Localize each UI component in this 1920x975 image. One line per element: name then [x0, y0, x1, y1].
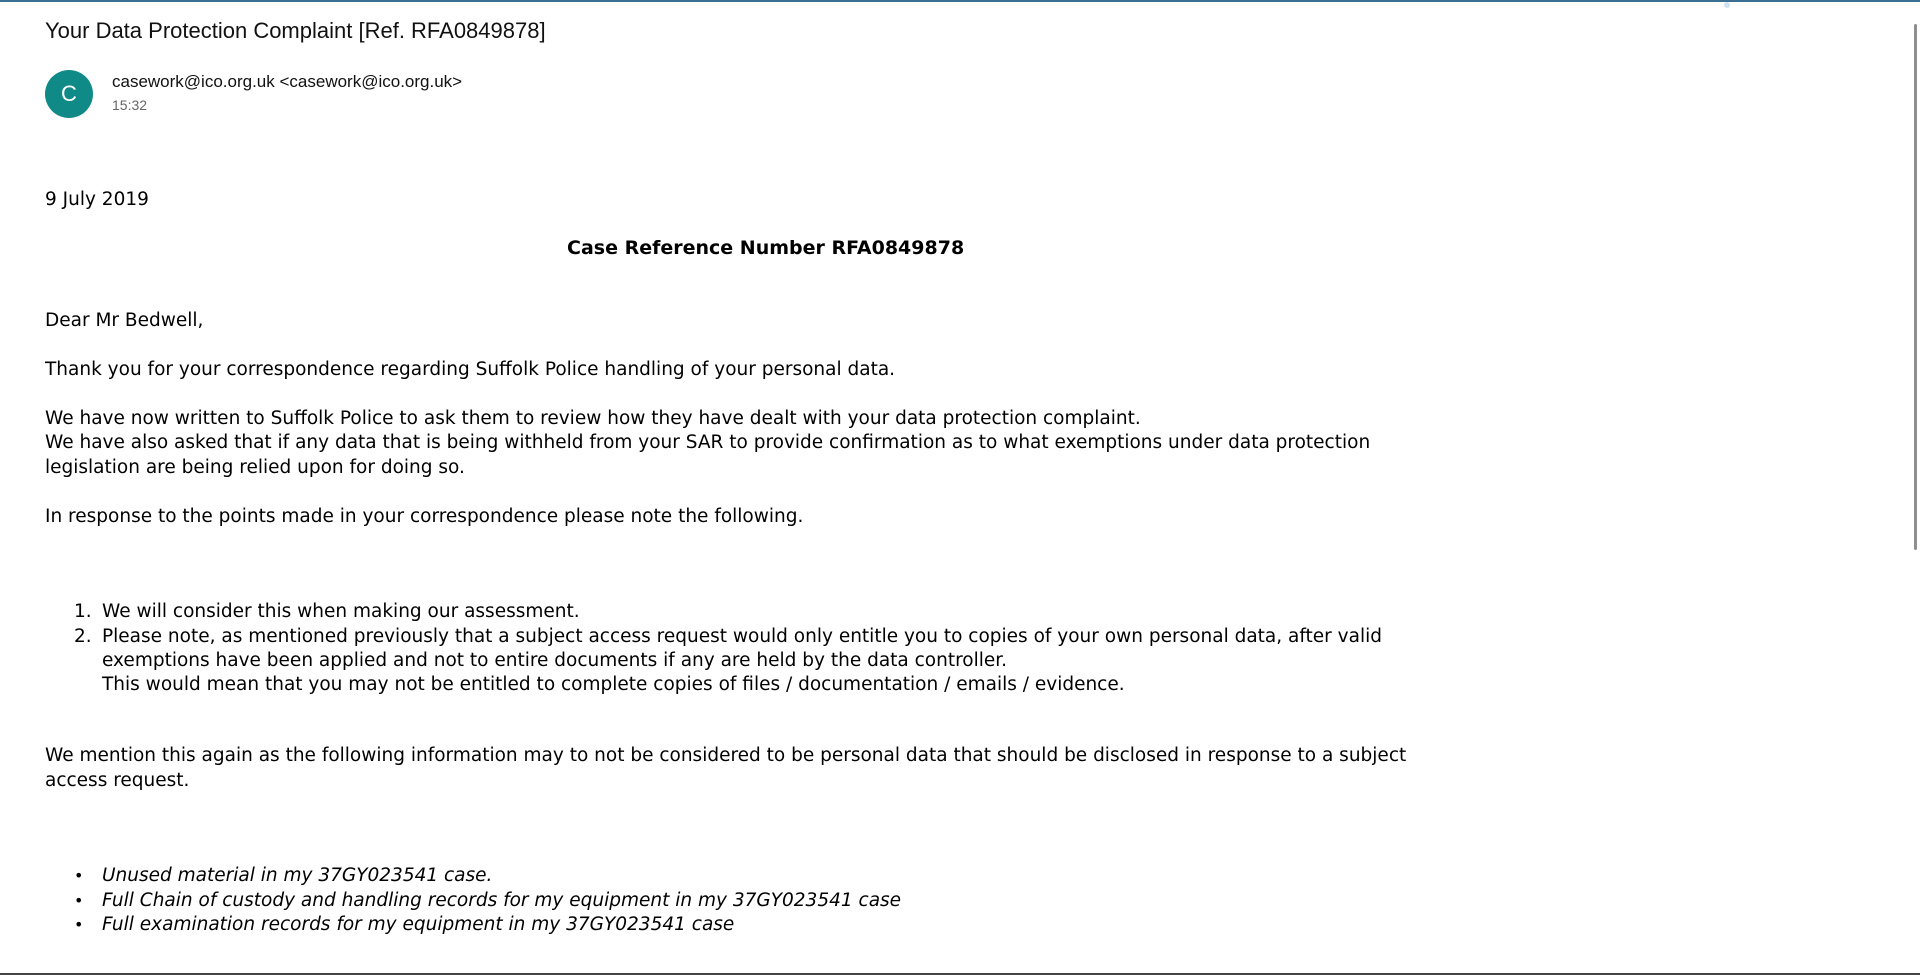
sender-avatar[interactable]: C [45, 70, 93, 118]
paragraph-mention-line-2: access request. [45, 770, 190, 791]
progress-indicator-dot [1724, 2, 1730, 8]
list-item-1-line-1: We will consider this when making our assessment. [102, 601, 580, 622]
email-subject: Your Data Protection Complaint [Ref. RFA0849878] [45, 18, 546, 43]
bullet-item-3: Full examination records for my equipment in my 37GY023541 case [102, 914, 735, 935]
paragraph-mention-line-1: We mention this again as the following information may to not be considered to be personal data that should be disclosed in response to a subject [45, 745, 1407, 766]
scrollbar-thumb[interactable] [1914, 24, 1917, 550]
paragraph-review-line-1: We have now written to Suffolk Police to ask them to review how they have dealt with your data protection complaint. [45, 408, 1141, 429]
paragraph-thanks: Thank you for your correspondence regarding Suffolk Police handling of your personal data. [45, 359, 896, 380]
bullet-item-1: Unused material in my 37GY023541 case. [102, 865, 493, 886]
salutation: Dear Mr Bedwell, [45, 310, 204, 331]
list-marker: 2. [74, 626, 92, 647]
sender-address[interactable]: casework@ico.org.uk <casework@ico.org.uk> [112, 72, 463, 91]
case-reference-heading: Case Reference Number RFA0849878 [567, 237, 965, 259]
paragraph-review-line-3: legislation are being relied upon for doing so. [45, 457, 465, 478]
list-item-2-line-2: exemptions have been applied and not to entire documents if any are held by the data controller. [102, 650, 1008, 671]
list-marker: 1. [74, 601, 92, 622]
list-item-2-line-3: This would mean that you may not be entitled to complete copies of files / documentation / emails / evidence. [102, 674, 1125, 695]
bullet-icon: • [74, 891, 84, 910]
letter-date: 9 July 2019 [45, 189, 149, 210]
window-top-border [0, 0, 1920, 2]
list-item-2-line-1: Please note, as mentioned previously that a subject access request would only entitle you to copies of your own personal data, after valid [102, 626, 1382, 647]
bullet-item-2: Full Chain of custody and handling records for my equipment in my 37GY023541 case [102, 890, 902, 911]
sent-time: 15:32 [112, 97, 148, 113]
bullet-icon: • [74, 866, 84, 885]
paragraph-review-line-2: We have also asked that if any data that is being withheld from your SAR to provide confirmation as to what exemptions under data protection [45, 432, 1371, 453]
bullet-icon: • [74, 915, 84, 934]
paragraph-response-intro: In response to the points made in your correspondence please note the following. [45, 506, 804, 527]
